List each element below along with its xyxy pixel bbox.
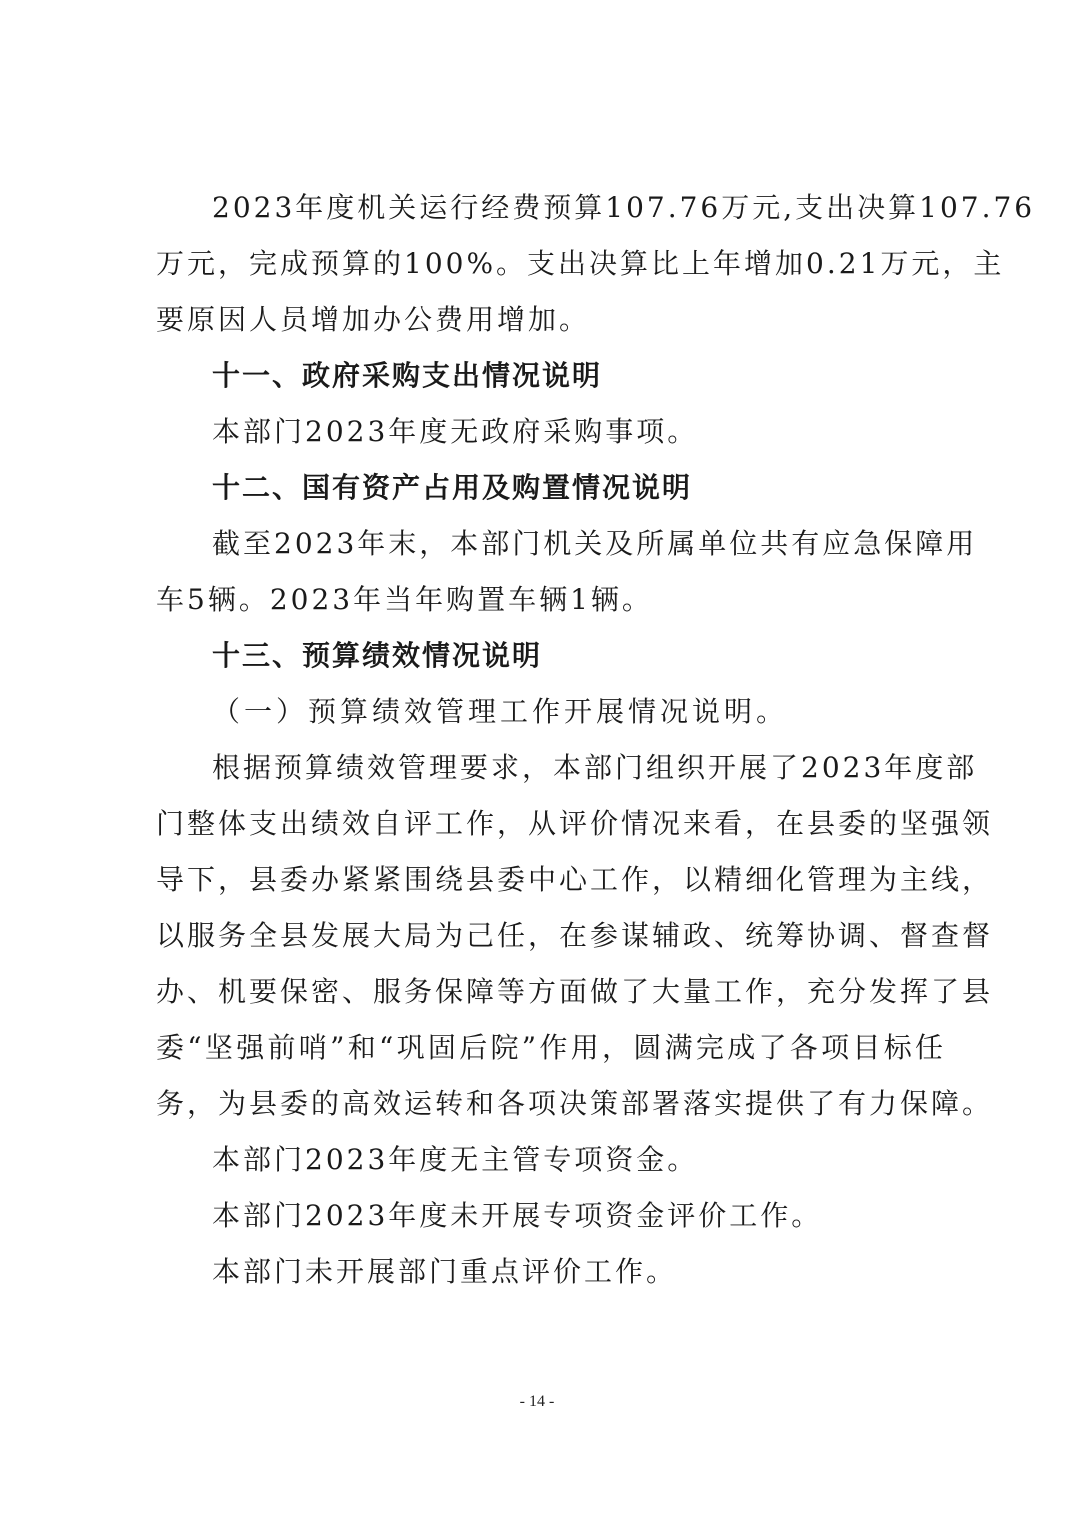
paragraph-special-funds: 本部门2023年度无主管专项资金。 [212,1143,699,1176]
section-heading-12: 十二、国有资产占用及购置情况说明 [212,471,693,504]
paragraph-performance-line-5: 办、机要保密、服务保障等方面做了大量工作，充分发挥了县 [156,975,994,1008]
page-number: - 14 - [519,1393,555,1410]
paragraph-performance-line-6: 委“坚强前哨”和“巩固后院”作用，圆满完成了各项目标任 [156,1031,946,1064]
paragraph-performance-line-3: 导下，县委办紧紧围绕县委中心工作，以精细化管理为主线， [156,863,994,896]
paragraph-performance-line-7: 务，为县委的高效运转和各项决策部署落实提供了有力保障。 [156,1087,994,1120]
paragraph-performance-line-4: 以服务全县发展大局为己任，在参谋辅政、统筹协调、督查督 [156,919,994,952]
document-body [156,180,1036,1300]
paragraph-assets-line-2: 车5辆。2023年当年购置车辆1辆。 [156,583,653,616]
paragraph-performance-line-1: 根据预算绩效管理要求，本部门组织开展了2023年度部 [212,751,978,784]
paragraph-assets-line-1: 截至2023年末，本部门机关及所属单位共有应急保障用 [212,527,978,560]
paragraph-operating-funds-line-1: 2023年度机关运行经费预算107.76万元,支出决算107.76 [212,191,1036,224]
paragraph-operating-funds-line-2: 万元，完成预算的100%。支出决算比上年增加0.21万元，主 [156,247,1005,280]
section-heading-11: 十一、政府采购支出情况说明 [212,359,603,392]
paragraph-key-evaluation: 本部门未开展部门重点评价工作。 [212,1255,678,1288]
section-heading-13: 十三、预算绩效情况说明 [212,639,543,672]
paragraph-special-funds-evaluation: 本部门2023年度未开展专项资金评价工作。 [212,1199,823,1232]
paragraph-procurement: 本部门2023年度无政府采购事项。 [212,415,699,448]
subsection-heading-1: （一）预算绩效管理工作开展情况说明。 [212,695,789,728]
paragraph-performance-line-2: 门整体支出绩效自评工作，从评价情况来看，在县委的坚强领 [156,807,994,840]
paragraph-operating-funds-line-3: 要原因人员增加办公费用增加。 [156,303,591,336]
